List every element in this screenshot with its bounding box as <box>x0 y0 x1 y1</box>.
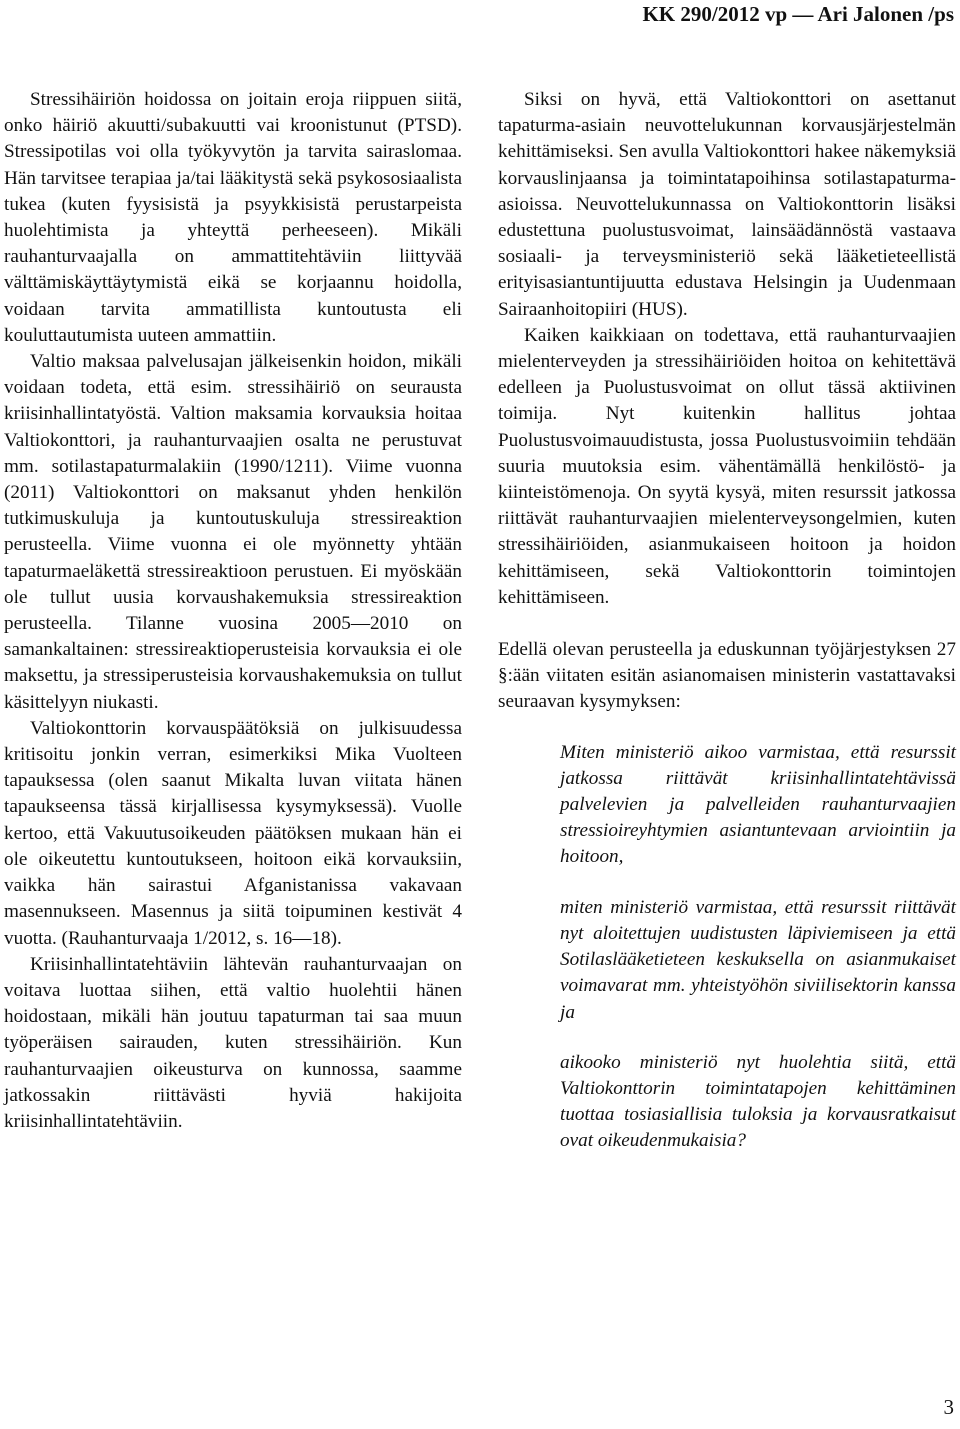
paragraph-summary: Kaiken kaikkiaan on todettava, että rauhanturvaajien mielenterveyden ja stressihäiriöiden hoitoa on kehitettävä edelleen ja Puolustusvoimat on ollut tässä aktiivinen toimija. Nyt kuitenkin hallitus johtaa Puolustusvoimauudistusta, jossa Puolustusvoimiin tehdään suuria muutoksia esim. vähentämällä henkilöstö- ja kiinteistömenoja. On syytä kysyä, miten resurssit jatkossa riittävät rauhanturvaajien mielenterveysongelmien, kuten stressihäiriöiden, asianmukaiseen hoitoon ja hoidon kehittämiseen, sekä Valtiokonttorin toimintojen kehittämiseen. <box>498 324 956 608</box>
paragraph-state-compensation: Valtio maksaa palvelusajan jälkeisenkin hoidon, mikäli voidaan todeta, että esim. stressihäiriö on seurausta kriisinhallintatyöstä. Valtion maksamia korvauksia hoitaa Valtiokonttori, ja rauhanturvaajien osalta ne perustuvat mm. sotilastapaturmalakiin (1990/1211). Viime vuonna (2011) Valtiokonttori on maksanut yhden henkilön tutkimuskuluja ja kuntoutuskuluja stressireaktion perusteella. Viime vuonna ei ole myönnetty yhtään tapaturmaeläkettä stressireaktioon perustuen. Ei myöskään ole tullut uusia korvaushakemuksia stressireaktion perusteella. Tilanne vuosina 2005—2010 on samankaltainen: stressireaktioperusteisia korvauksia ei ole maksettu, ja stressiperusteisia korvaushakemuksia on tullut käsittelyyn niukasti. <box>4 351 462 713</box>
question-list <box>560 740 956 1155</box>
question-item: miten ministeriö varmistaa, että resurssit riittävät nyt aloitettujen uudistusten läpiviemiseen ja että Sotilaslääketieteen keskuksella on asianmukaiset voimavarat mm. yhteistyöhön siviilisektorin kanssa ja <box>560 896 956 1023</box>
paragraph-question-intro: Edellä olevan perusteella ja eduskunnan työjärjestyksen 27 §:ään viitaten esitän asianomaisen ministerin vastattavaksi seuraavan kysymyksen: <box>498 639 956 713</box>
paragraph-advisory-board: Siksi on hyvä, että Valtiokonttori on asettanut tapaturma-asiain neuvottelukunnan korvausjärjestelmän kehittämiseksi. Sen avulla Valtiokonttori hakee näkemyksiä korvauslinjaansa ja toimintatapoihinsa sotilastapaturma-asioissa. Neuvottelukunnassa on Valtiokonttorin lisäksi edustettuna puolustusvoimat, lainsäädännöstä vastaava sosiaali- ja terveysministeriö sekä lääketieteellistä erityisasiantuntijuutta edustava Helsingin ja Uudenmaan Sairaanhoitopiiri (HUS). <box>498 89 956 320</box>
question-item: aikooko ministeriö nyt huolehtia siitä, että Valtiokonttorin toimintatapojen kehittäminen tuottaa tosiasiallisia tuloksia ja korvausratkaisut ovat oikeudenmukaisia? <box>560 1051 956 1152</box>
page-number: 3 <box>943 1395 954 1419</box>
paragraph-criticism: Valtiokonttorin korvauspäätöksiä on julkisuudessa kritisoitu jonkin verran, esimerkiksi Mika Vuolteen tapauksessa (olen saanut Mikalta luvan viitata hänen tapaukseensa tässä kirjallisessa kysymyksessä). Vuolle kertoo, että Vakuutusoikeuden päätöksen mukaan hän ei ole oikeutettu kuntoutukseen, hoitoon eikä korvauksiin, vaikka hän sairastui Afganistanissa vakavaan masennukseen. Masennus ja siitä toipuminen kestivät 4 vuotta. (Rauhanturvaaja 1/2012, s. 16—18). <box>4 717 462 949</box>
question-item: Miten ministeriö aikoo varmistaa, että resurssit jatkossa riittävät kriisinhallintatehtävissä palvelevien ja palvelleiden rauhanturvaajien stressioireyhtymien asiantuntevaan arviointiin ja hoitoon, <box>560 741 956 868</box>
paragraph-legal-security: Kriisinhallintatehtäviin lähtevän rauhanturvaajan on voitava luottaa siihen, että valtio huolehtii hänen hoidostaan, mikäli hän joutuu tapaturman tai saa muun työperäisen sairauden, kuten stressihäiriön. Kun rauhanturvaajien oikeusturva on kunnossa, saamme jatkossakin riittävästi hyviä hakijoita kriisinhallintatehtäviin. <box>4 953 462 1132</box>
left-column <box>4 87 462 1135</box>
paragraph-treatment: Stressihäiriön hoidossa on joitain eroja riippuen siitä, onko häiriö akuutti/subakuutti vai kroonistunut (PTSD). Stressipotilas voi olla työkyvytön ja tarvita sairaslomaa. Hän tarvitsee terapiaa ja/tai lääkitystä sekä psykososiaalista tukea (kuten fyysisistä ja psyykkisistä perustarpeista huolehtimista ja yhteyttä perheeseen). Mikäli rauhanturvaajalla on ammattitehtäviin liittyvää välttämiskäyttäytymistä eikä se korjaannu hoidolla, voidaan tarvita ammatillista kuntoutusta eli kouluttautumista uuteen ammattiin. <box>4 89 462 346</box>
running-head: KK 290/2012 vp — Ari Jalonen /ps <box>642 2 954 26</box>
right-column <box>498 87 956 1155</box>
